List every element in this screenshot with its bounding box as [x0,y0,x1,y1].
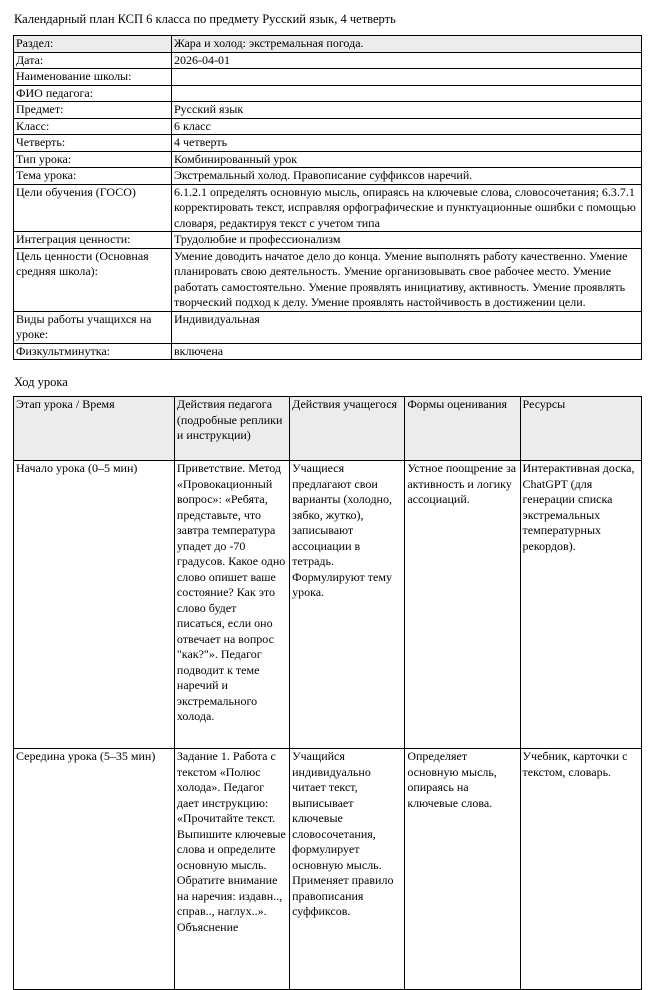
table-row [14,749,642,990]
cell-assessment: Определяет основную мысль, опираясь на ключевые слова. [405,749,520,990]
cell-teacher-actions: Задание 1. Работа с текстом «Полюс холода». Педагог дает инструкцию: «Прочитайте текст. Выпишите ключевые слова и определите основную мысль. Обратите внимание на наречия: издавн.., справ.., наглух..». Объяснение [174,749,289,990]
info-row-goals [14,184,642,232]
info-row-value-goal [14,248,642,311]
info-value: Жара и холод: экстремальная погода. [172,36,642,53]
cell-student-actions: Учащийся индивидуально читает текст, выписывает ключевые словосочетания, формулирует основную мысль. Применяет правило правописания суффиксов. [290,749,405,990]
info-row-value-integration [14,232,642,249]
info-value: 2026-04-01 [172,52,642,69]
info-value: Трудолюбие и профессионализм [172,232,642,249]
info-key: Виды работы учащихся на уроке: [14,311,172,343]
info-row-quarter [14,135,642,152]
document-title: Календарный план КСП 6 класса по предмету Русский язык, 4 четверть [14,12,396,26]
info-row-lesson-type [14,151,642,168]
cell-assessment: Устное поощрение за активность и логику ассоциаций. [405,461,520,749]
info-key: Интеграция ценности: [14,232,172,249]
info-key: Наименование школы: [14,69,172,86]
info-row-topic [14,168,642,185]
header-stage: Этап урока / Время [14,397,175,461]
info-key: Четверть: [14,135,172,152]
info-value: Умение доводить начатое дело до конца. Умение выполнять работу качественно. Умение планировать свою деятельность. Умение организовывать свое рабочее место. Умение работать самостоятельно. Умение проявлять инициативу, активность. Умение проявлять творческий подход к делу. Умение проявлять настойчивость в достижении цели. [172,248,642,311]
lesson-table-header-row [14,397,642,461]
info-value [172,69,642,86]
info-row-teacher-name [14,85,642,102]
info-key: Физкультминутка: [14,343,172,360]
info-row-section [14,36,642,53]
header-assessment: Формы оценивания [405,397,520,461]
info-key: Предмет: [14,102,172,119]
header-student-actions: Действия учащегося [290,397,405,461]
info-value: Экстремальный холод. Правописание суффиксов наречий. [172,168,642,185]
info-key: Тип урока: [14,151,172,168]
info-value: Комбинированный урок [172,151,642,168]
info-row-work-types [14,311,642,343]
info-row-school [14,69,642,86]
info-key: Тема урока: [14,168,172,185]
cell-stage: Начало урока (0–5 мин) [14,461,175,749]
lesson-info-table [13,35,642,360]
table-row [14,461,642,749]
lesson-flow-table [13,396,642,990]
header-resources: Ресурсы [520,397,641,461]
cell-stage: Середина урока (5–35 мин) [14,749,175,990]
info-value: 6.1.2.1 определять основную мысль, опираясь на ключевые слова, словосочетания; 6.3.7.1 корректировать текст, исправляя орфографические и пунктуационные ошибки с помощью словаря, редактируя текст с учетом типа [172,184,642,232]
info-value: 6 класс [172,118,642,135]
cell-teacher-actions: Приветствие. Метод «Провокационный вопрос»: «Ребята, представьте, что завтра температура упадет до -70 градусов. Какое одно слово опишет ваше состояние? Как это слово будет писаться, если оно отвечает на вопрос "как?"». Педагог подводит к теме наречий и экстремального холода. [174,461,289,749]
info-key: Раздел: [14,36,172,53]
info-value [172,85,642,102]
cell-resources: Интерактивная доска, ChatGPT (для генерации списка экстремальных температурных рекордов). [520,461,641,749]
info-row-date [14,52,642,69]
info-row-grade [14,118,642,135]
info-key: Цели обучения (ГОСО) [14,184,172,232]
info-value: Индивидуальная [172,311,642,343]
info-value: Русский язык [172,102,642,119]
info-key: Цель ценности (Основная средняя школа): [14,248,172,311]
lesson-flow-heading: Ход урока [14,375,68,389]
info-row-exercise-break [14,343,642,360]
info-key: Класс: [14,118,172,135]
info-row-subject [14,102,642,119]
info-value: 4 четверть [172,135,642,152]
info-key: Дата: [14,52,172,69]
info-key: ФИО педагога: [14,85,172,102]
header-teacher-actions: Действия педагога (подробные реплики и инструкции) [174,397,289,461]
cell-student-actions: Учащиеся предлагают свои варианты (холодно, зябко, жутко), записывают ассоциации в тетрадь. Формулируют тему урока. [290,461,405,749]
cell-resources: Учебник, карточки с текстом, словарь. [520,749,641,990]
info-value: включена [172,343,642,360]
